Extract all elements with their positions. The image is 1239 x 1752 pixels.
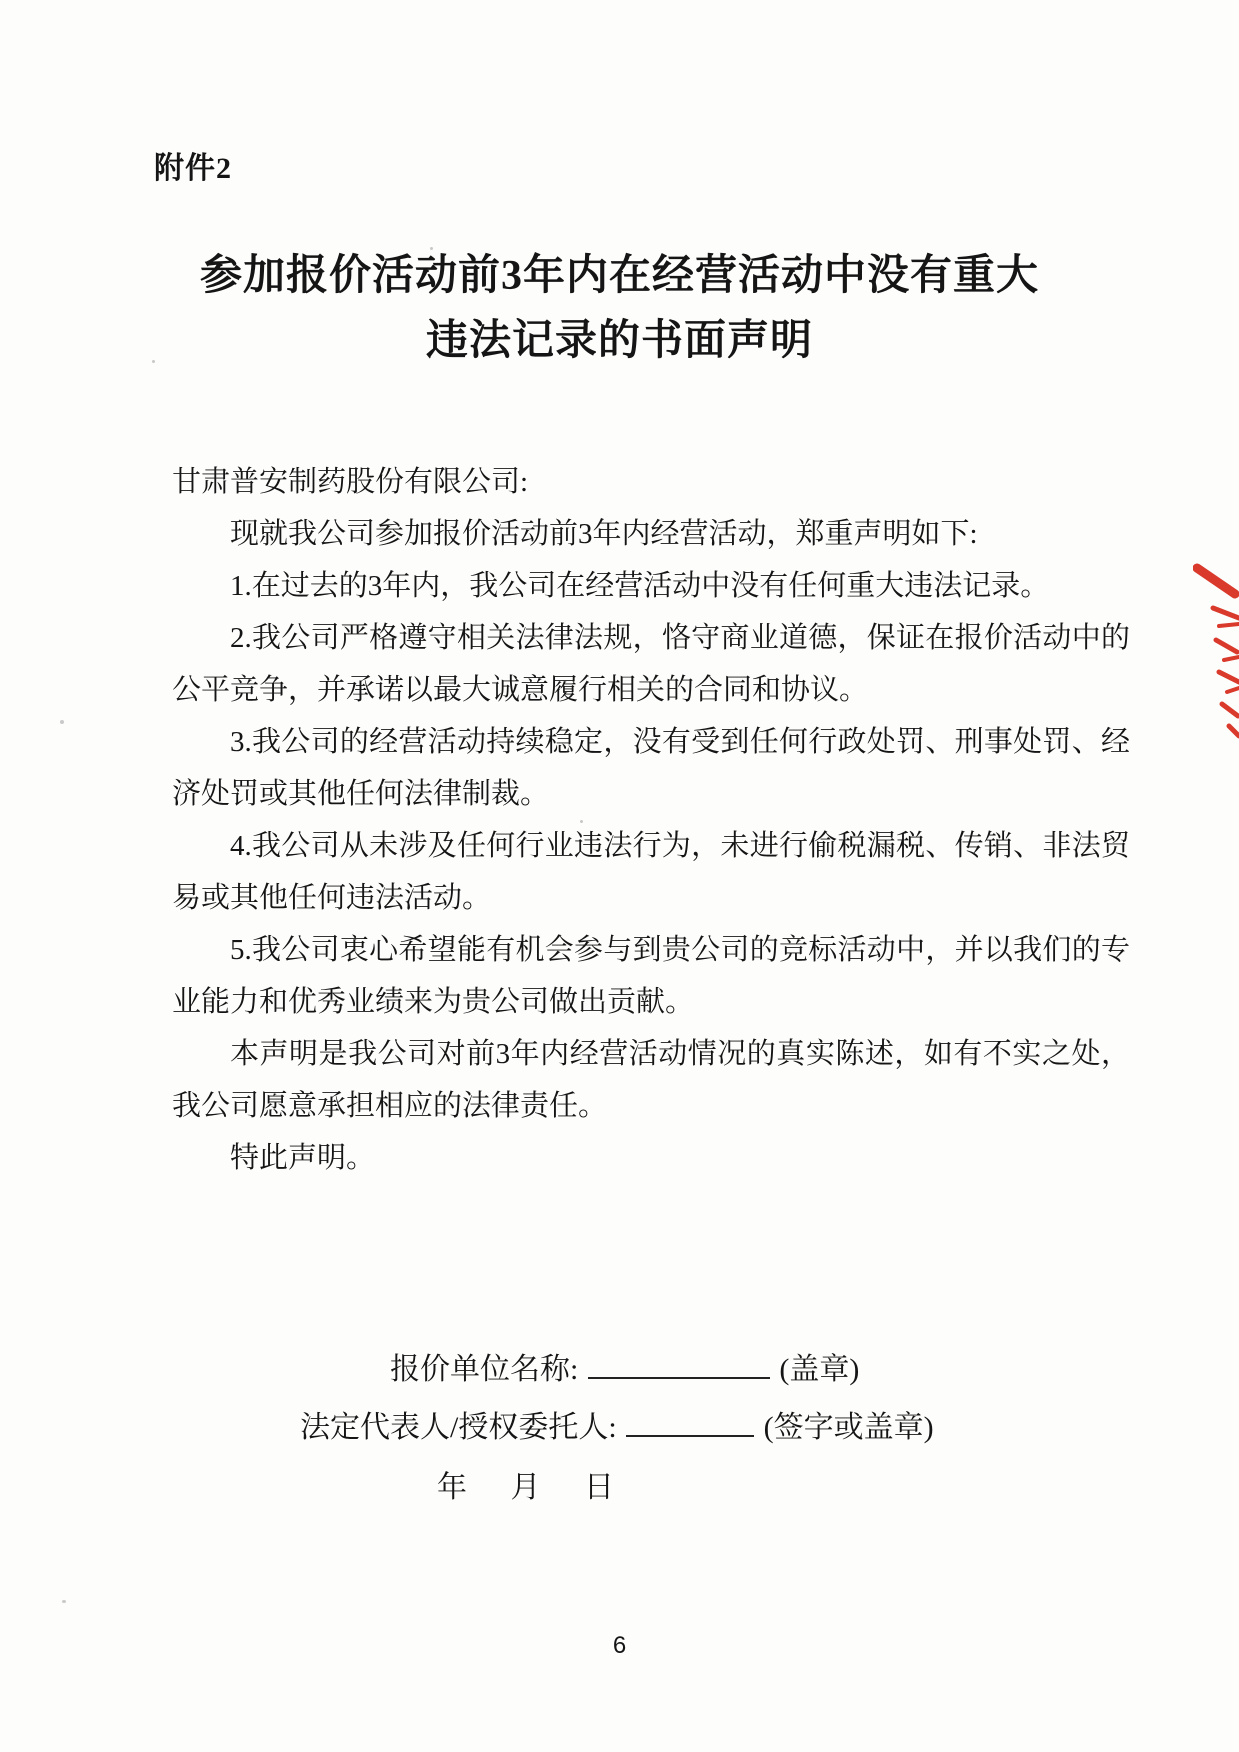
paragraph-item4: 4.我公司从未涉及任何行业违法行为，未进行偷税漏税、传销、非法贸易或其他任何违法活动。 [172, 830, 1130, 914]
paragraph-item3: 3.我公司的经营活动持续稳定，没有受到任何行政处罚、刑事处罚、经济处罚或其他任何法律制裁。 [172, 726, 1130, 810]
paragraph-closing1: 本声明是我公司对前3年内经营活动情况的真实陈述，如有不实之处，我公司愿意承担相应的法律责任。 [172, 1038, 1130, 1122]
red-seal-fragment [1193, 560, 1239, 745]
scan-speck [580, 820, 583, 823]
signature-quote-unit-line [390, 1344, 859, 1388]
date-day-label: 日 [584, 1471, 614, 1504]
document-body [172, 456, 1130, 1184]
paragraph-item2: 2.我公司严格遵守相关法律法规，恪守商业道德，保证在报价活动中的公平竞争，并承诺以最大诚意履行相关的合同和协议。 [172, 622, 1130, 706]
paragraph-closing2: 特此声明。 [230, 1142, 376, 1174]
signature-date-line [437, 1462, 614, 1506]
signature-legal-rep-line [300, 1402, 934, 1446]
scan-speck [430, 247, 433, 250]
attachment-label: 附件2 [154, 152, 232, 185]
document-title-line2: 违法记录的书面声明 [425, 318, 813, 364]
document-title [0, 244, 1239, 374]
legal-rep-label: 法定代表人/授权委托人: [300, 1411, 617, 1444]
date-month-label: 月 [510, 1471, 541, 1504]
scan-speck [62, 1600, 66, 1603]
salutation: 甘肃普安制药股份有限公司: [172, 466, 529, 498]
quote-unit-blank-line [588, 1347, 770, 1379]
scan-speck [60, 720, 64, 724]
legal-rep-suffix: (签字或盖章) [763, 1411, 934, 1444]
paragraph-item5: 5.我公司衷心希望能有机会参与到贵公司的竞标活动中，并以我们的专业能力和优秀业绩来为贵公司做出贡献。 [172, 934, 1130, 1018]
quote-unit-suffix: (盖章) [779, 1353, 860, 1386]
paragraph-intro: 现就我公司参加报价活动前3年内经营活动，郑重声明如下: [230, 518, 978, 550]
paragraph-item1: 1.在过去的3年内，我公司在经营活动中没有任何重大违法记录。 [230, 570, 1050, 602]
legal-rep-blank-line [626, 1405, 754, 1437]
red-seal-strokes [1193, 560, 1239, 745]
document-title-line1: 参加报价活动前3年内在经营活动中没有重大 [199, 253, 1039, 299]
scan-speck [152, 360, 155, 363]
page-number: 6 [612, 1632, 627, 1659]
date-year-label: 年 [437, 1471, 467, 1504]
quote-unit-label: 报价单位名称: [390, 1353, 579, 1386]
